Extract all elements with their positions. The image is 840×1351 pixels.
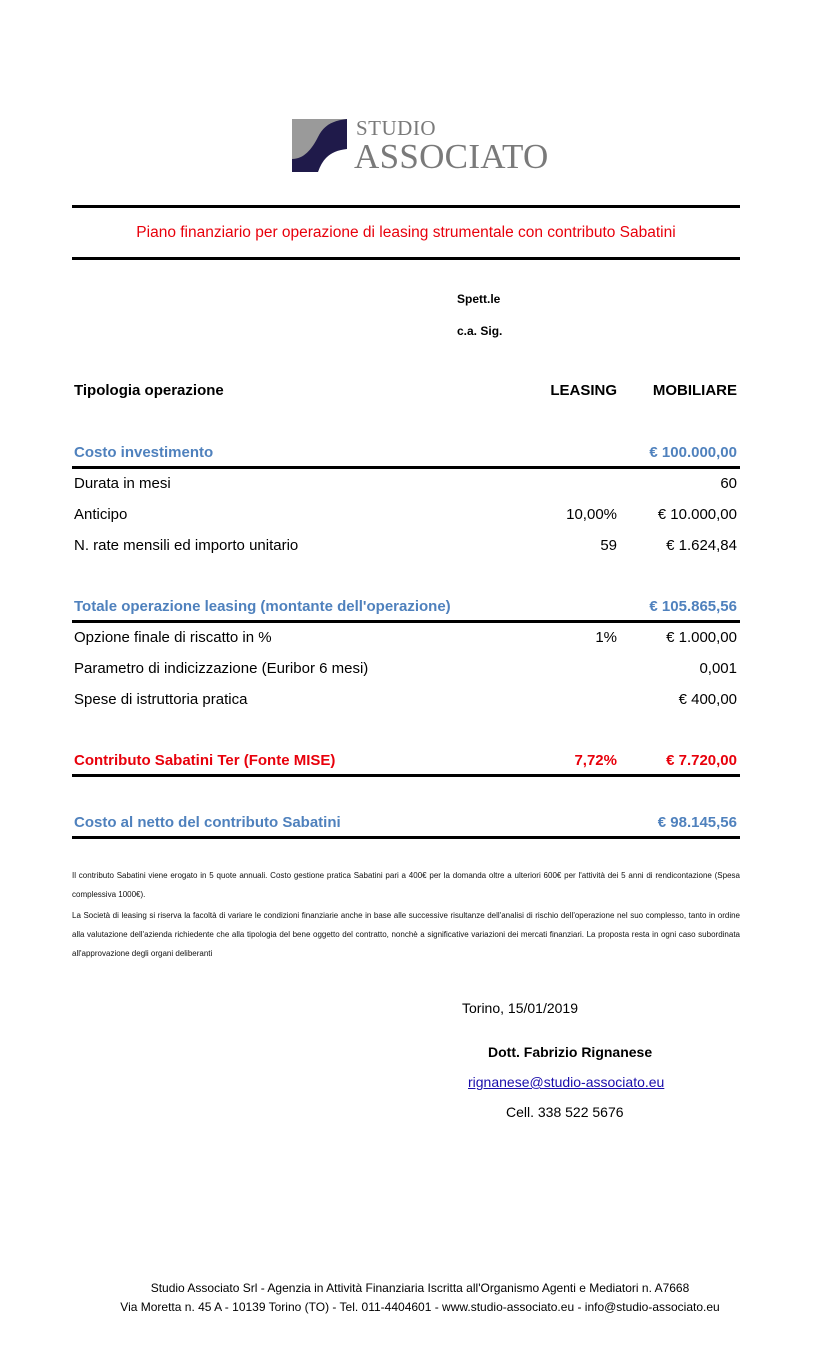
costo-investimento-value: € 100.000,00 [649, 444, 737, 461]
totale-value: € 105.865,56 [649, 598, 737, 615]
contributo-label: Contributo Sabatini Ter (Fonte MISE) [74, 752, 336, 769]
recipient-line-2: c.a. Sig. [457, 324, 503, 338]
phone-number: Cell. 338 522 5676 [506, 1104, 624, 1120]
row-contributo-sabatini [72, 749, 740, 773]
table-rule [72, 836, 740, 839]
totale-label: Totale operazione leasing (montante dell'operazione) [74, 598, 451, 615]
row-totale-operazione [72, 595, 740, 619]
row-col-mobiliare: € 400,00 [678, 691, 737, 708]
signatory-name: Dott. Fabrizio Rignanese [488, 1044, 653, 1060]
table-rule [72, 466, 740, 469]
footer-line-1: Studio Associato Srl - Agenzia in Attività Finanziaria Iscritta all'Organismo Agenti e Mediatori n. A7668 [150, 1281, 690, 1295]
contributo-value: € 7.720,00 [666, 752, 737, 769]
table-row [72, 626, 740, 650]
place-date: Torino, 15/01/2019 [462, 1000, 578, 1016]
note-disclaimer: La Società di leasing si riserva la facoltà di variare le condizioni finanziarie anche in base alle successive risultanze dell'analisi di rischio dell'operazione nel suo complesso, tanto in ordine alla valutazione dell'azienda richiedente che alla tipologia del bene oggetto del contratto, nonchè a significative variazioni dei mercati finanziari. La proposta resta in ogni caso subordinata all'approvazione degli organi deliberanti [72, 911, 740, 958]
costo-netto-value: € 98.145,56 [657, 814, 737, 831]
row-col-leasing: 10,00% [566, 506, 617, 523]
row-col-leasing: 59 [600, 537, 617, 554]
row-costo-investimento [72, 441, 740, 465]
title-rule-top [72, 205, 740, 208]
row-label: Parametro di indicizzazione (Euribor 6 mesi) [74, 660, 369, 677]
title-rule-bottom [72, 257, 740, 260]
table-row [72, 472, 740, 496]
table-row [72, 657, 740, 681]
row-label: Durata in mesi [74, 475, 171, 492]
row-col-mobiliare: 60 [720, 475, 737, 492]
logo-text-studio: STUDIO [356, 116, 436, 140]
note-contributo: Il contributo Sabatini viene erogato in 5 quote annuali. Costo gestione pratica Sabatini pari a 400€ per la domanda oltre a ulteriori 600€ per l'attività dei 5 anni di rendicontazione (Spesa complessiva 1000€). [72, 871, 740, 899]
table-header-row [72, 379, 740, 403]
row-col-mobiliare: € 1.000,00 [666, 629, 737, 646]
row-label: Opzione finale di riscatto in % [74, 629, 272, 646]
row-col-mobiliare: 0,001 [699, 660, 737, 677]
email-link[interactable]: rignanese@studio-associato.eu [468, 1074, 665, 1090]
logo-text-associato: ASSOCIATO [354, 137, 549, 176]
row-col-leasing: 1% [595, 629, 617, 646]
header-col-mobiliare: MOBILIARE [652, 382, 737, 399]
table-row [72, 688, 740, 712]
header-label: Tipologia operazione [74, 382, 224, 399]
row-col-mobiliare: € 10.000,00 [657, 506, 737, 523]
table-rule [72, 774, 740, 777]
footer-line-2: Via Moretta n. 45 A - 10139 Torino (TO) - Tel. 011-4404601 - www.studio-associato.eu - info@studio-associato.eu [120, 1300, 720, 1314]
row-costo-netto [72, 811, 740, 835]
logo-mark-icon [292, 119, 347, 172]
document-title: Piano finanziario per operazione di leasing strumentale con contributo Sabatini [136, 224, 676, 241]
row-label: N. rate mensili ed importo unitario [74, 537, 299, 554]
table-rule [72, 620, 740, 623]
recipient-line-1: Spett.le [457, 292, 501, 306]
row-label: Spese di istruttoria pratica [74, 691, 248, 708]
costo-investimento-label: Costo investimento [74, 444, 214, 461]
table-row [72, 503, 740, 527]
table-row [72, 534, 740, 558]
contributo-percent: 7,72% [574, 752, 617, 769]
company-logo [292, 117, 552, 177]
costo-netto-label: Costo al netto del contributo Sabatini [74, 814, 341, 831]
row-col-mobiliare: € 1.624,84 [666, 537, 737, 554]
header-col-leasing: LEASING [550, 382, 617, 399]
row-label: Anticipo [74, 506, 128, 523]
